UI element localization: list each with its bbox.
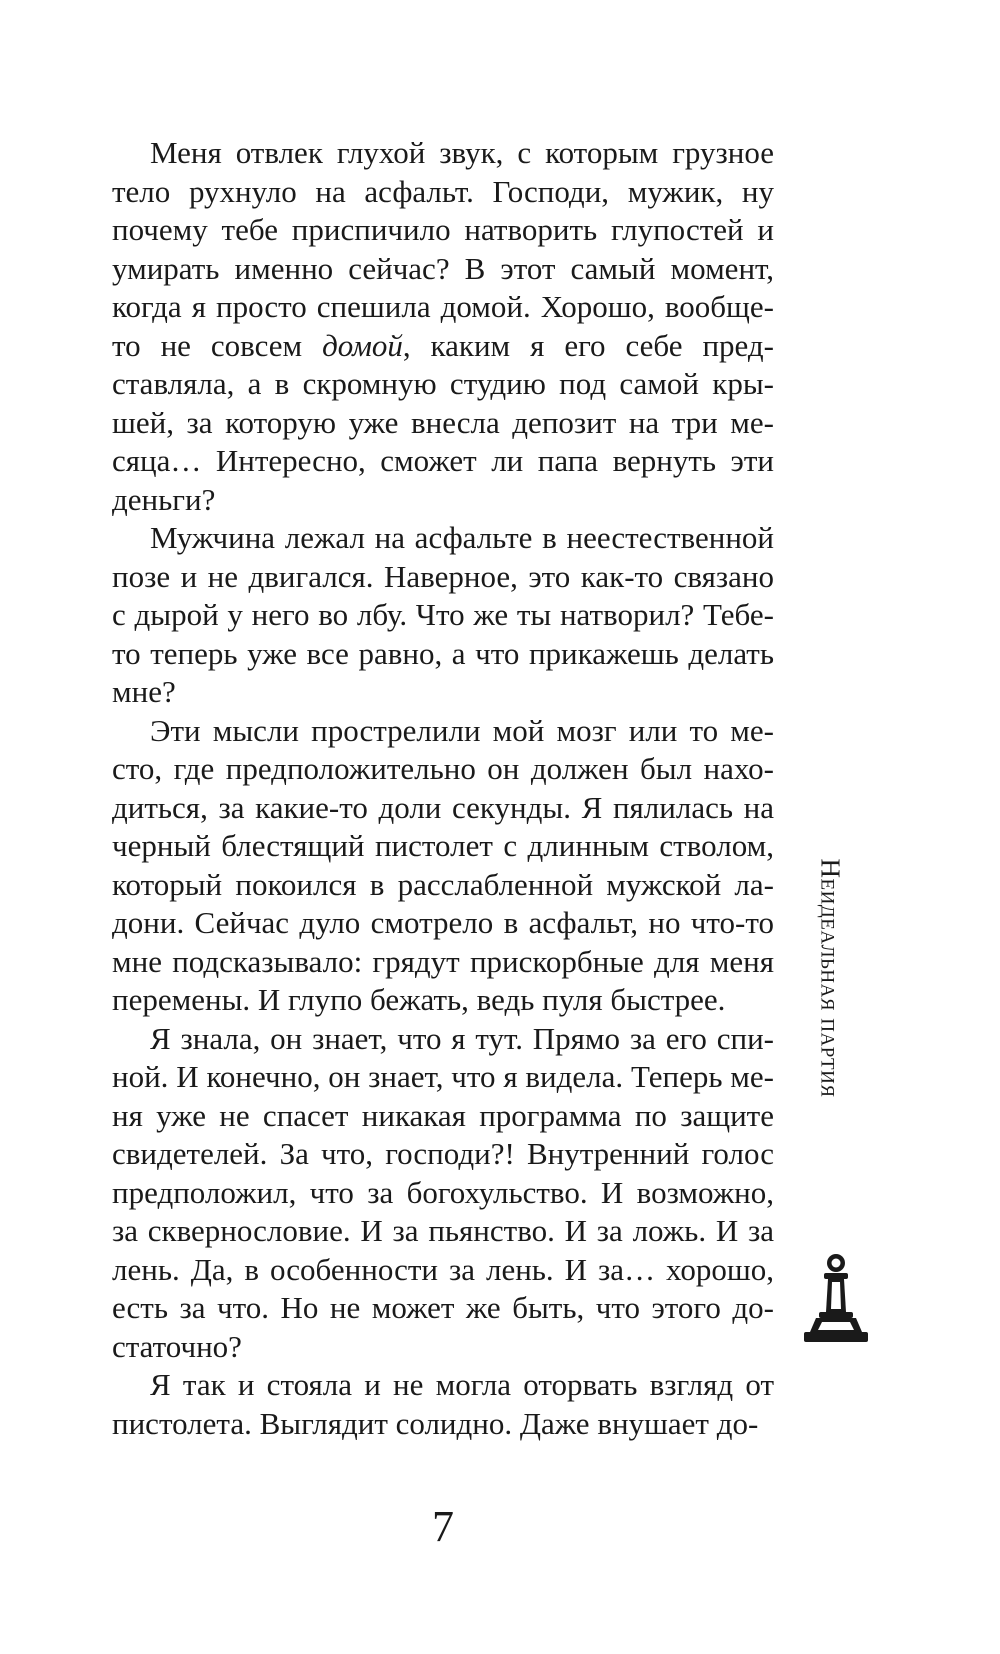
paragraph-4: Я знала, он знает, что я тут. Прямо за его спиной. И конечно, он знает, что я видела. Теперь меня уже не спасет никакая программа по защите свидетелей. За что, господи?! Внутренний голос предположил, что за богохульство. И возможно, за сквернословие. И за пьянство. И за ложь. И за лень. Да, в особенности за лень. И за… хорошо, есть за что. Но не может же быть, что этого достаточно? [112,1020,774,1364]
paragraph-1 [112,134,774,519]
paragraph-1-start: Меня отвлек глухой звук, с которым грузное тело рухнуло на асфальт. Господи, мужик, ну почему тебе приспичило натворить глупостей и умирать именно сейчас? В этот самый момент, когда я просто спешила домой. Хорошо, вообще-то не совсем [112,135,774,363]
paragraph-1-end: , каким я его себе представляла, а в скромную студию под самой крышей, за которую уже внесла депозит на три месяца… Интересно, сможет ли папа вернуть эти деньги? [112,327,774,517]
paragraph-3: Эти мысли прострелили мой мозг или то место, где предположительно он должен был находиться, за какие-то доли секунды. Я пялилась на черный блестящий пистолет с длинным стволом, который покоился в расслабленной мужской ладони. Сейчас дуло смотрело в асфальт, но что-то мне подсказывало: грядут прискорбные для меня перемены. И глупо бежать, ведь пуля быстрее. [112,712,774,1017]
paragraph-5: Я так и стояла и не могла оторвать взгляд от пистолета. Выглядит солидно. Даже внушает до- [112,1367,774,1441]
paragraph-2: Мужчина лежал на асфальте в неестественной позе и не двигался. Наверное, это как-то связано с дырой у него во лбу. Что же ты натворил? Тебе-то теперь уже все равно, а что прикажешь делать мне? [112,520,774,709]
pawn-icon [802,1252,870,1344]
emphasized-word: домой [322,327,403,363]
page-number: 7 [432,1502,454,1551]
body-text [112,134,774,1443]
running-title: Неидеальная партия [815,858,846,1098]
